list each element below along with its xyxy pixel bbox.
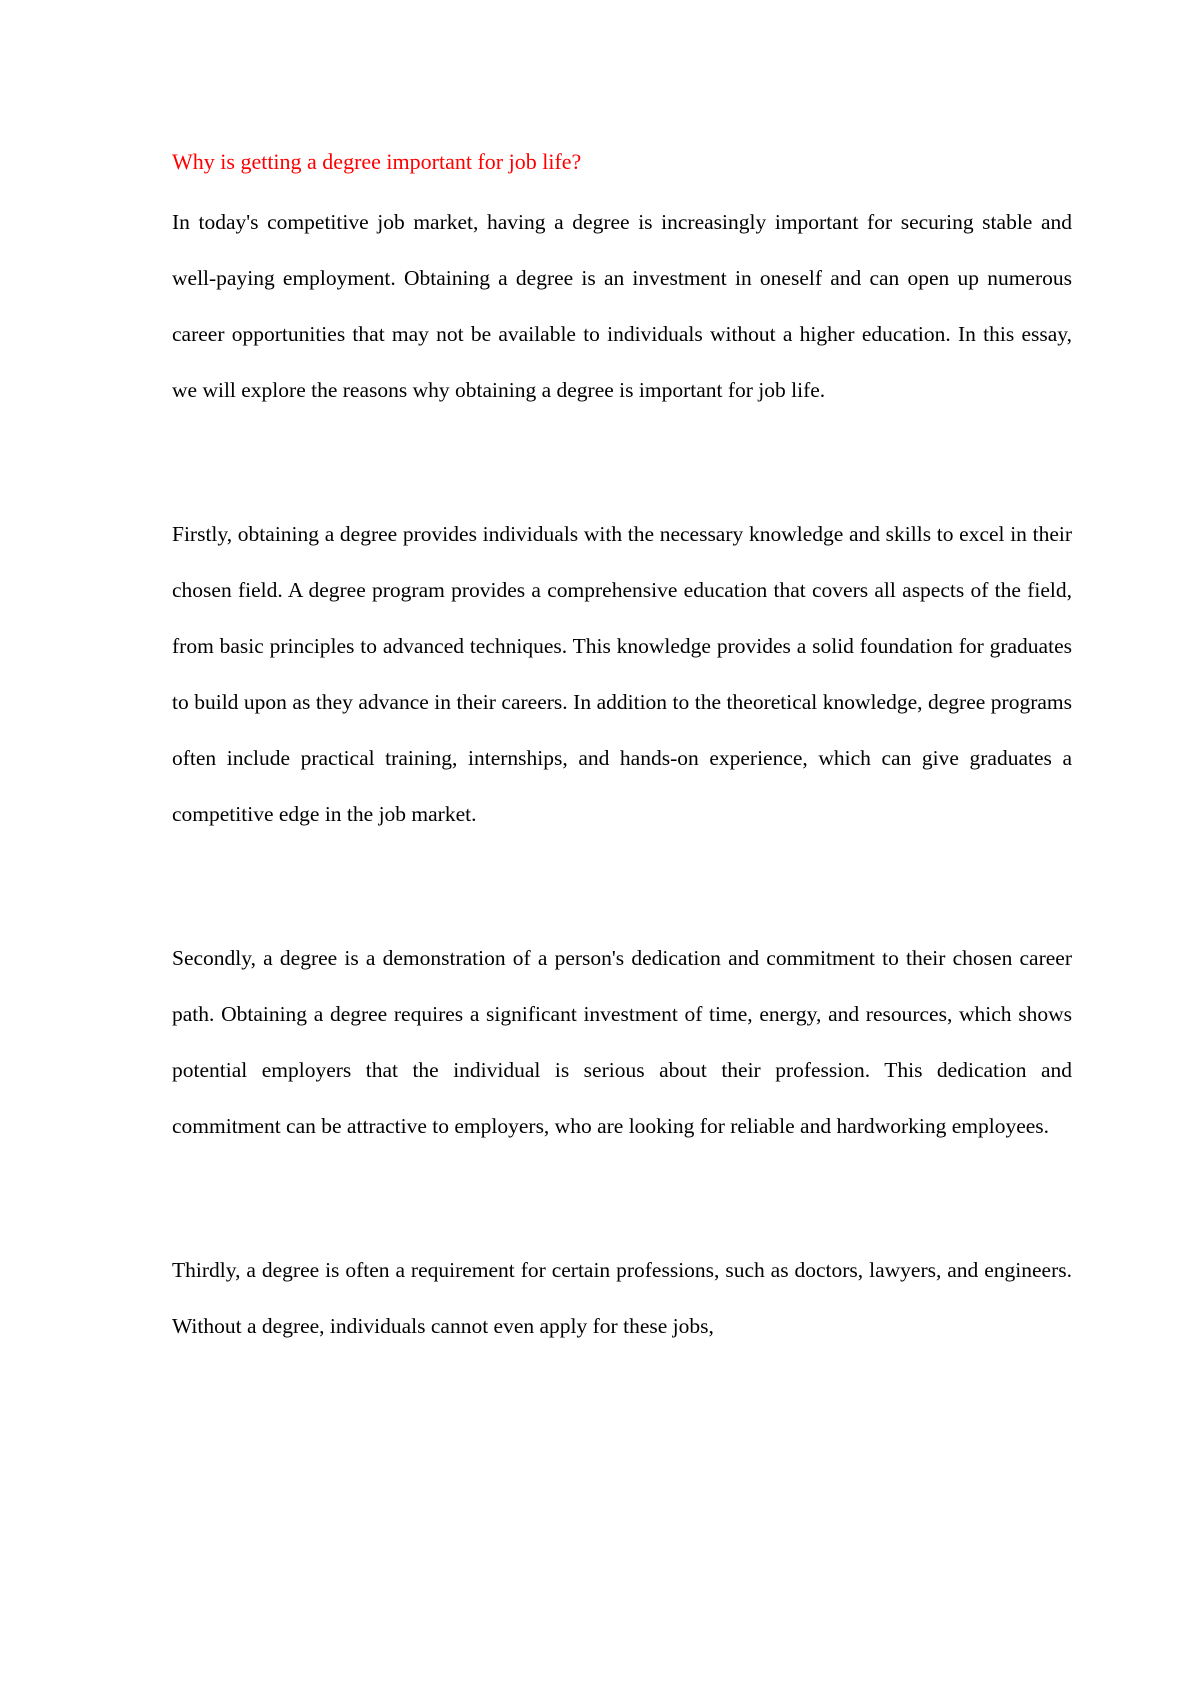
document-title: Why is getting a degree important for job life? [172,149,582,174]
paragraph-firstly: Firstly, obtaining a degree provides individuals with the necessary knowledge and skills to excel in their chosen field. A degree program provides a comprehensive education that covers all aspects of the field, from basic principles to advanced techniques. This knowledge provides a solid foundation for graduates to build upon as they advance in their careers. In addition to the theoretical knowledge, degree programs often include practical training, internships, and hands-on experience, which can give graduates a competitive edge in the job market. [172,522,1072,826]
paragraph-intro: In today's competitive job market, having a degree is increasingly important for securing stable and well-paying employment. Obtaining a degree is an investment in oneself and can open up numerous career opportunities that may not be available to individuals without a higher education. In this essay, we will explore the reasons why obtaining a degree is important for job life. [172,210,1072,402]
paragraph-secondly: Secondly, a degree is a demonstration of a person's dedication and commitment to their chosen career path. Obtaining a degree requires a significant investment of time, energy, and resources, which shows potential employers that the individual is serious about their profession. This dedication and commitment can be attractive to employers, who are looking for reliable and hardworking employees. [172,946,1072,1138]
paragraph-thirdly: Thirdly, a degree is often a requirement for certain professions, such as doctors, lawyers, and engineers. Without a degree, individuals cannot even apply for these jobs, [172,1258,1072,1338]
document-body [172,140,1072,1354]
